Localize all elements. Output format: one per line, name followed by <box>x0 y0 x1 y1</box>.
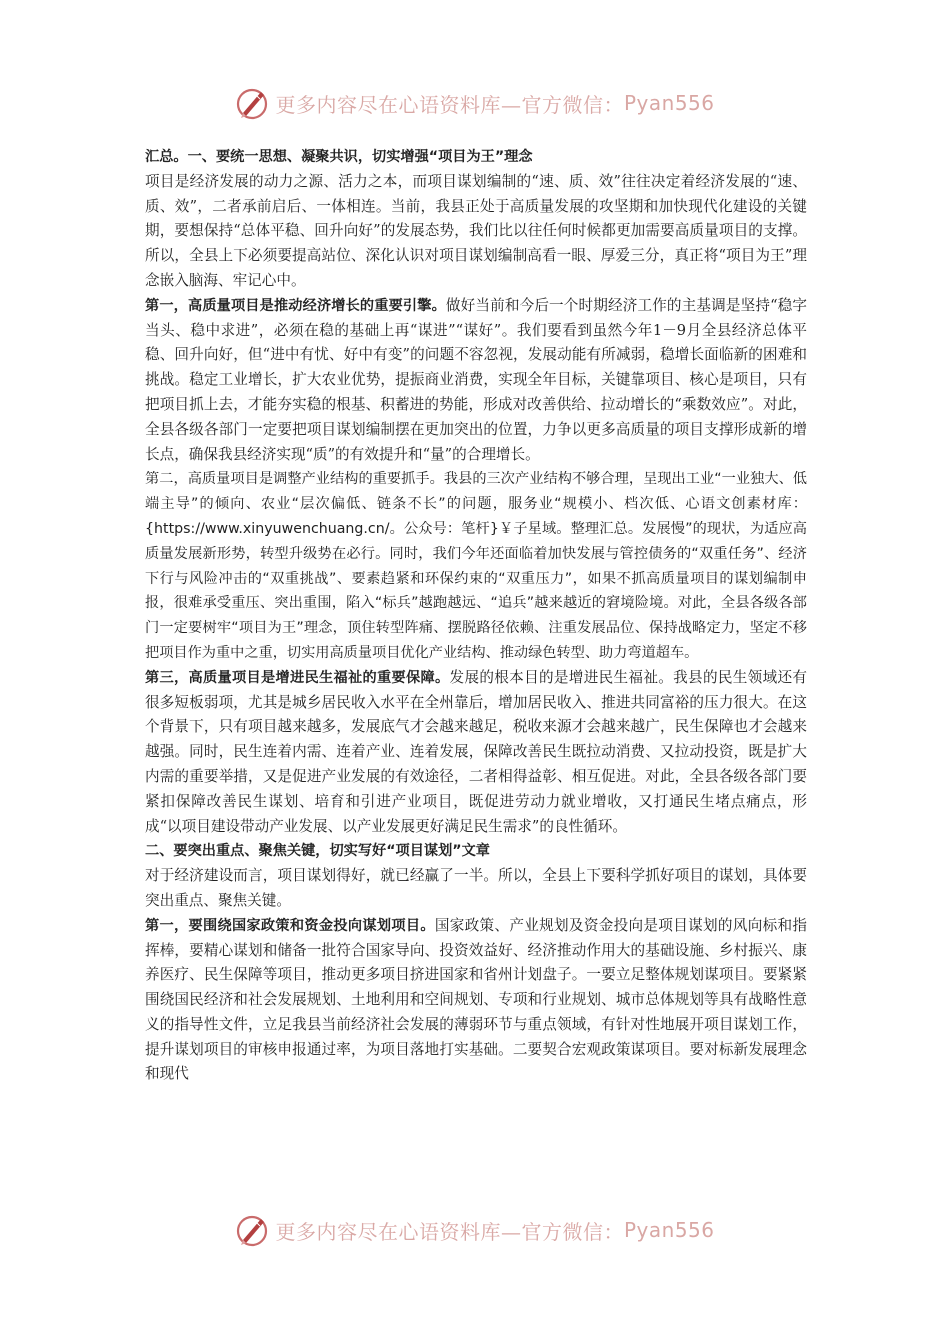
paragraph-text: 发展的根本目的是增进民生福祉。我县的民生领域还有很多短板弱项，尤其是城乡居民收入水平在全州靠后，增加居民收入、推进共同富裕的压力很大。在这个背景下，只有项目越来越多，发展底气才会越来越足，税收来源才会越来越广，民生保障也才会越来越强。同时，民生连着内需、连着产业、连着发展，保障改善民生既拉动消费、又拉动投资，既是扩大内需的重要举措，又是促进产业发展的有效途径，二者相得益彰、相互促进。对此，全县各级各部门要紧扣保障改善民生谋划、培育和引进产业项目，既促进劳动力就业增收，又打通民生堵点痛点，形成“以项目建设带动产业发展、以产业发展更好满足民生需求”的良性循环。 <box>145 668 807 835</box>
paragraph-section2-intro: 对于经济建设而言，项目谋划得好，就已经赢了一半。所以，全县上下要科学抓好项目的谋划，具体要突出重点、聚焦关键。 <box>145 867 807 909</box>
paragraph-policy-point <box>145 914 807 1088</box>
watermark-id: Pyan556 <box>623 91 715 115</box>
pen-logo-icon <box>235 1213 269 1247</box>
paragraph-intro: 项目是经济发展的动力之源、活力之本，而项目谋划编制的“速、质、效”往往决定着经济发展的“速、质、效”，二者承前启后、一体相连。当前，我县正处于高质量发展的攻坚期和加快现代化建设的关键期，要想保持“总体平稳、回升向好”的发展态势，我们比以往任何时候都更加需要高质量项目的支撑。所以，全县上下必须要提高站位、深化认识对项目谋划编制高看一眼、厚爱三分，真正将“项目为王”理念嵌入脑海、牢记心中。 <box>145 172 807 289</box>
pen-logo-icon <box>235 86 269 120</box>
watermark-text: 更多内容尽在心语资料库—官方微信： <box>275 92 624 117</box>
lead-sentence: 第三，高质量项目是增进民生福祉的重要保障。 <box>145 669 450 686</box>
paragraph-third-point <box>145 666 807 840</box>
watermark-banner-bottom <box>0 1210 950 1250</box>
paragraph-second-point: 第二，高质量项目是调整产业结构的重要抓手。我县的三次产业结构不够合理，呈现出工业“一业独大、低端主导”的倾向、农业“层次偏低、链条不长”的问题，服务业“规模小、档次低、心语文创素材库：{https://www.xinyuwenchuang.cn/。公众号：笔杆}￥子星域。整理汇总。发展慢”的现状，为适应高质量发展新形势，转型升级势在必行。同时，我们今年还面临着加快发展与管控债务的“双重任务”、经济下行与风险冲击的“双重挑战”、要素趋紧和环保约束的“双重压力”，如果不抓高质量项目的谋划编制申报，很难承受重压、突出重围，陷入“标兵”越跑越远、“追兵”越来越近的窘境险境。对此，全县各级各部门一定要树牢“项目为王”理念，顶住转型阵痛、摆脱路径依赖、注重发展品位、保持战略定力，坚定不移把项目作为重中之重，切实用高质量项目优化产业结构、推动绿色转型、助力弯道超车。 <box>145 471 807 661</box>
paragraph-first-point <box>145 294 807 468</box>
paragraph-text: 做好当前和今后一个时期经济工作的主基调是坚持“稳字当头、稳中求进”，必须在稳的基础上再“谋进”“谋好”。我们要看到虽然今年1－9月全县经济总体平稳、回升向好，但“进中有忧、好中有变”的问题不容忽视，发展动能有所减弱，稳增长面临新的困难和挑战。稳定工业增长，扩大农业优势，提振商业消费，实现全年目标，关键靠项目、核心是项目，只有把项目抓上去，才能夯实稳的根基、积蓄进的势能，形成对改善供给、拉动增长的“乘数效应”。对此，全县各级各部门一定要把项目谋划编制摆在更加突出的位置，力争以更多高质量的项目支撑形成新的增长点，确保我县经济实现“质”的有效提升和“量”的合理增长。 <box>145 296 807 463</box>
watermark-text: 更多内容尽在心语资料库—官方微信： <box>275 1219 624 1244</box>
section-heading-1: 汇总。一、要统一思想、凝聚共识，切实增强“项目为王”理念 <box>145 149 533 165</box>
watermark-id: Pyan556 <box>623 1218 715 1242</box>
section-heading-2: 二、要突出重点、聚焦关键，切实写好“项目谋划”文章 <box>145 843 490 860</box>
document-body <box>145 145 807 1087</box>
lead-sentence: 第一，要围绕国家政策和资金投向谋划项目。 <box>145 917 435 934</box>
watermark-banner-top <box>0 83 950 123</box>
paragraph-text: 国家政策、产业规划及资金投向是项目谋划的风向标和指挥棒，要精心谋划和储备一批符合国家导向、投资效益好、经济推动作用大的基础设施、乡村振兴、康养医疗、民生保障等项目，推动更多项目挤进国家和省州计划盘子。一要立足整体规划谋项目。要紧紧围绕国民经济和社会发展规划、土地利用和空间规划、专项和行业规划、城市总体规划等具有战略性意义的指导性文件，立足我县当前经济社会发展的薄弱环节与重点领域，有针对性地展开项目谋划工作，提升谋划项目的审核申报通过率，为项目落地打实基础。二要契合宏观政策谋项目。要对标新发展理念和现代 <box>145 916 807 1083</box>
lead-sentence: 第一，高质量项目是推动经济增长的重要引擎。 <box>145 297 446 314</box>
